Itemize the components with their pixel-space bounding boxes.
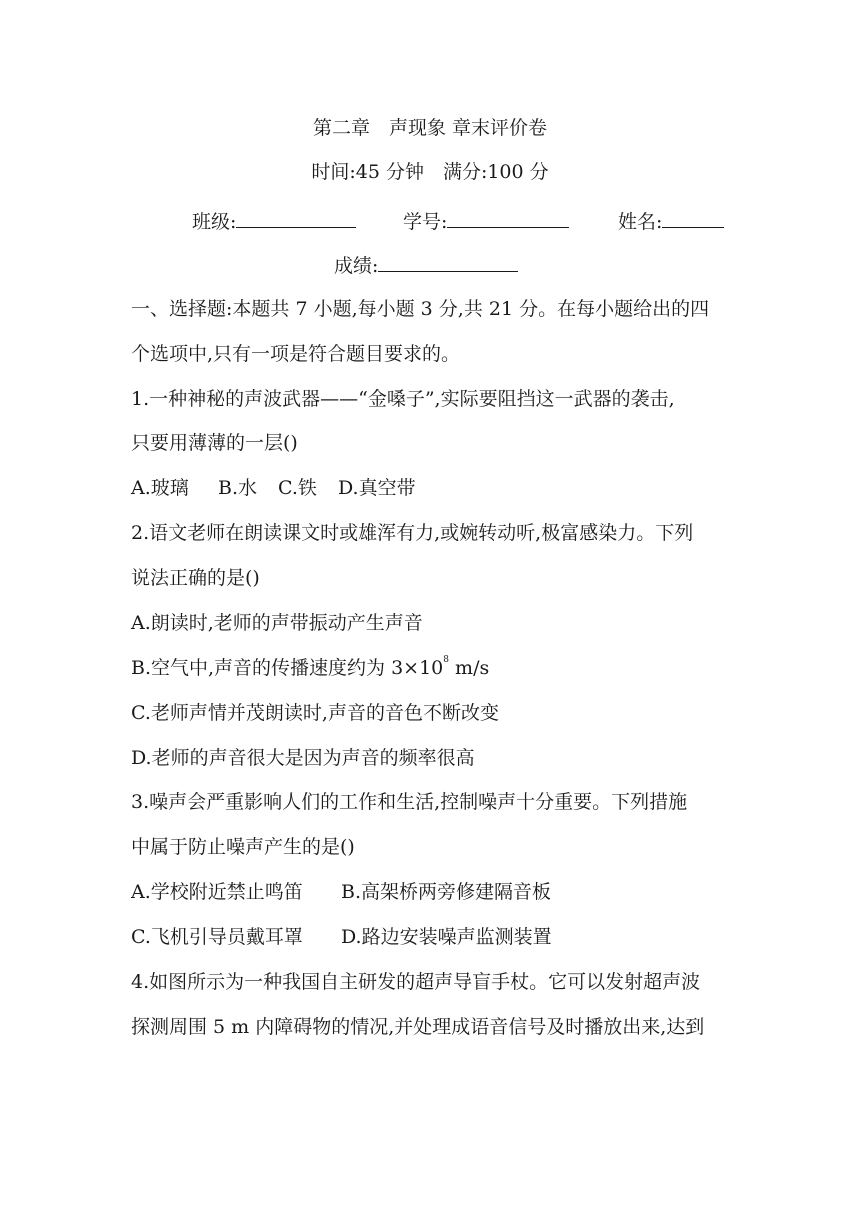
name-field [618, 207, 724, 231]
q2-stem-line1: 2.语文老师在朗读课文时或雄浑有力,或婉转动听,极富感染力。下列 [131, 522, 694, 544]
number-field [403, 207, 569, 231]
section-heading-line1: 一、选择题:本题共 7 小题,每小题 3 分,共 21 分。在每小题给出的四 [131, 298, 710, 320]
q1-stem-line2: 只要用薄薄的一层() [131, 432, 298, 454]
q2-option-b-unit: m/s [449, 657, 490, 679]
q3-option-a: A.学校附近禁止鸣笛 [131, 881, 303, 903]
q3-stem-line1: 3.噪声会严重影响人们的工作和生活,控制噪声十分重要。下列措施 [131, 791, 688, 813]
q1-option-a: A.玻璃 [131, 477, 189, 499]
q2-option-b [131, 656, 489, 680]
q1-option-b: B.水 [218, 477, 258, 499]
class-label: 班级: [192, 211, 237, 233]
q3-option-b: B.高架桥两旁修建隔音板 [341, 881, 552, 903]
q2-option-d: D.老师的声音很大是因为声音的频率很高 [131, 747, 475, 769]
q2-option-a: A.朗读时,老师的声带振动产生声音 [131, 612, 423, 634]
q3-options-row2 [131, 925, 552, 949]
score-field [334, 251, 518, 275]
section-heading-line2: 个选项中,只有一项是符合题目要求的。 [131, 343, 461, 365]
q3-options-row1 [131, 880, 551, 904]
name-blank [662, 207, 724, 228]
q3-stem-line2: 中属于防止噪声产生的是() [131, 836, 355, 858]
q2-option-c: C.老师声情并茂朗读时,声音的音色不断改变 [131, 702, 499, 724]
q1-option-c: C.铁 [278, 477, 317, 499]
q3-option-d: D.路边安装噪声监测装置 [341, 926, 552, 948]
q1-options [131, 476, 416, 500]
number-blank [447, 207, 569, 228]
number-label: 学号: [403, 211, 448, 233]
q2-stem-line2: 说法正确的是() [131, 567, 260, 589]
q4-stem-line1: 4.如图所示为一种我国自主研发的超声导盲手杖。它可以发射超声波 [131, 971, 701, 993]
q3-option-c: C.飞机引导员戴耳罩 [131, 926, 303, 948]
q2-option-b-text: B.空气中,声音的传播速度约为 3×10 [131, 657, 444, 679]
exam-title: 第二章 声现象 章末评价卷 [312, 117, 548, 139]
q2-option-b-exponent: 8 [443, 655, 450, 665]
score-label: 成绩: [334, 255, 379, 277]
q1-stem-line1: 1.一种神秘的声波武器——“金嗓子”,实际要阻挡这一武器的袭击, [131, 388, 675, 410]
name-label: 姓名: [618, 211, 663, 233]
class-blank [236, 207, 356, 228]
class-field [192, 207, 356, 231]
q4-stem-line2: 探测周围 5 m 内障碍物的情况,并处理成语音信号及时播放出来,达到 [131, 1016, 705, 1038]
exam-time-score: 时间:45 分钟 满分:100 分 [311, 161, 549, 183]
score-blank [378, 251, 518, 272]
q1-option-d: D.真空带 [338, 477, 416, 499]
